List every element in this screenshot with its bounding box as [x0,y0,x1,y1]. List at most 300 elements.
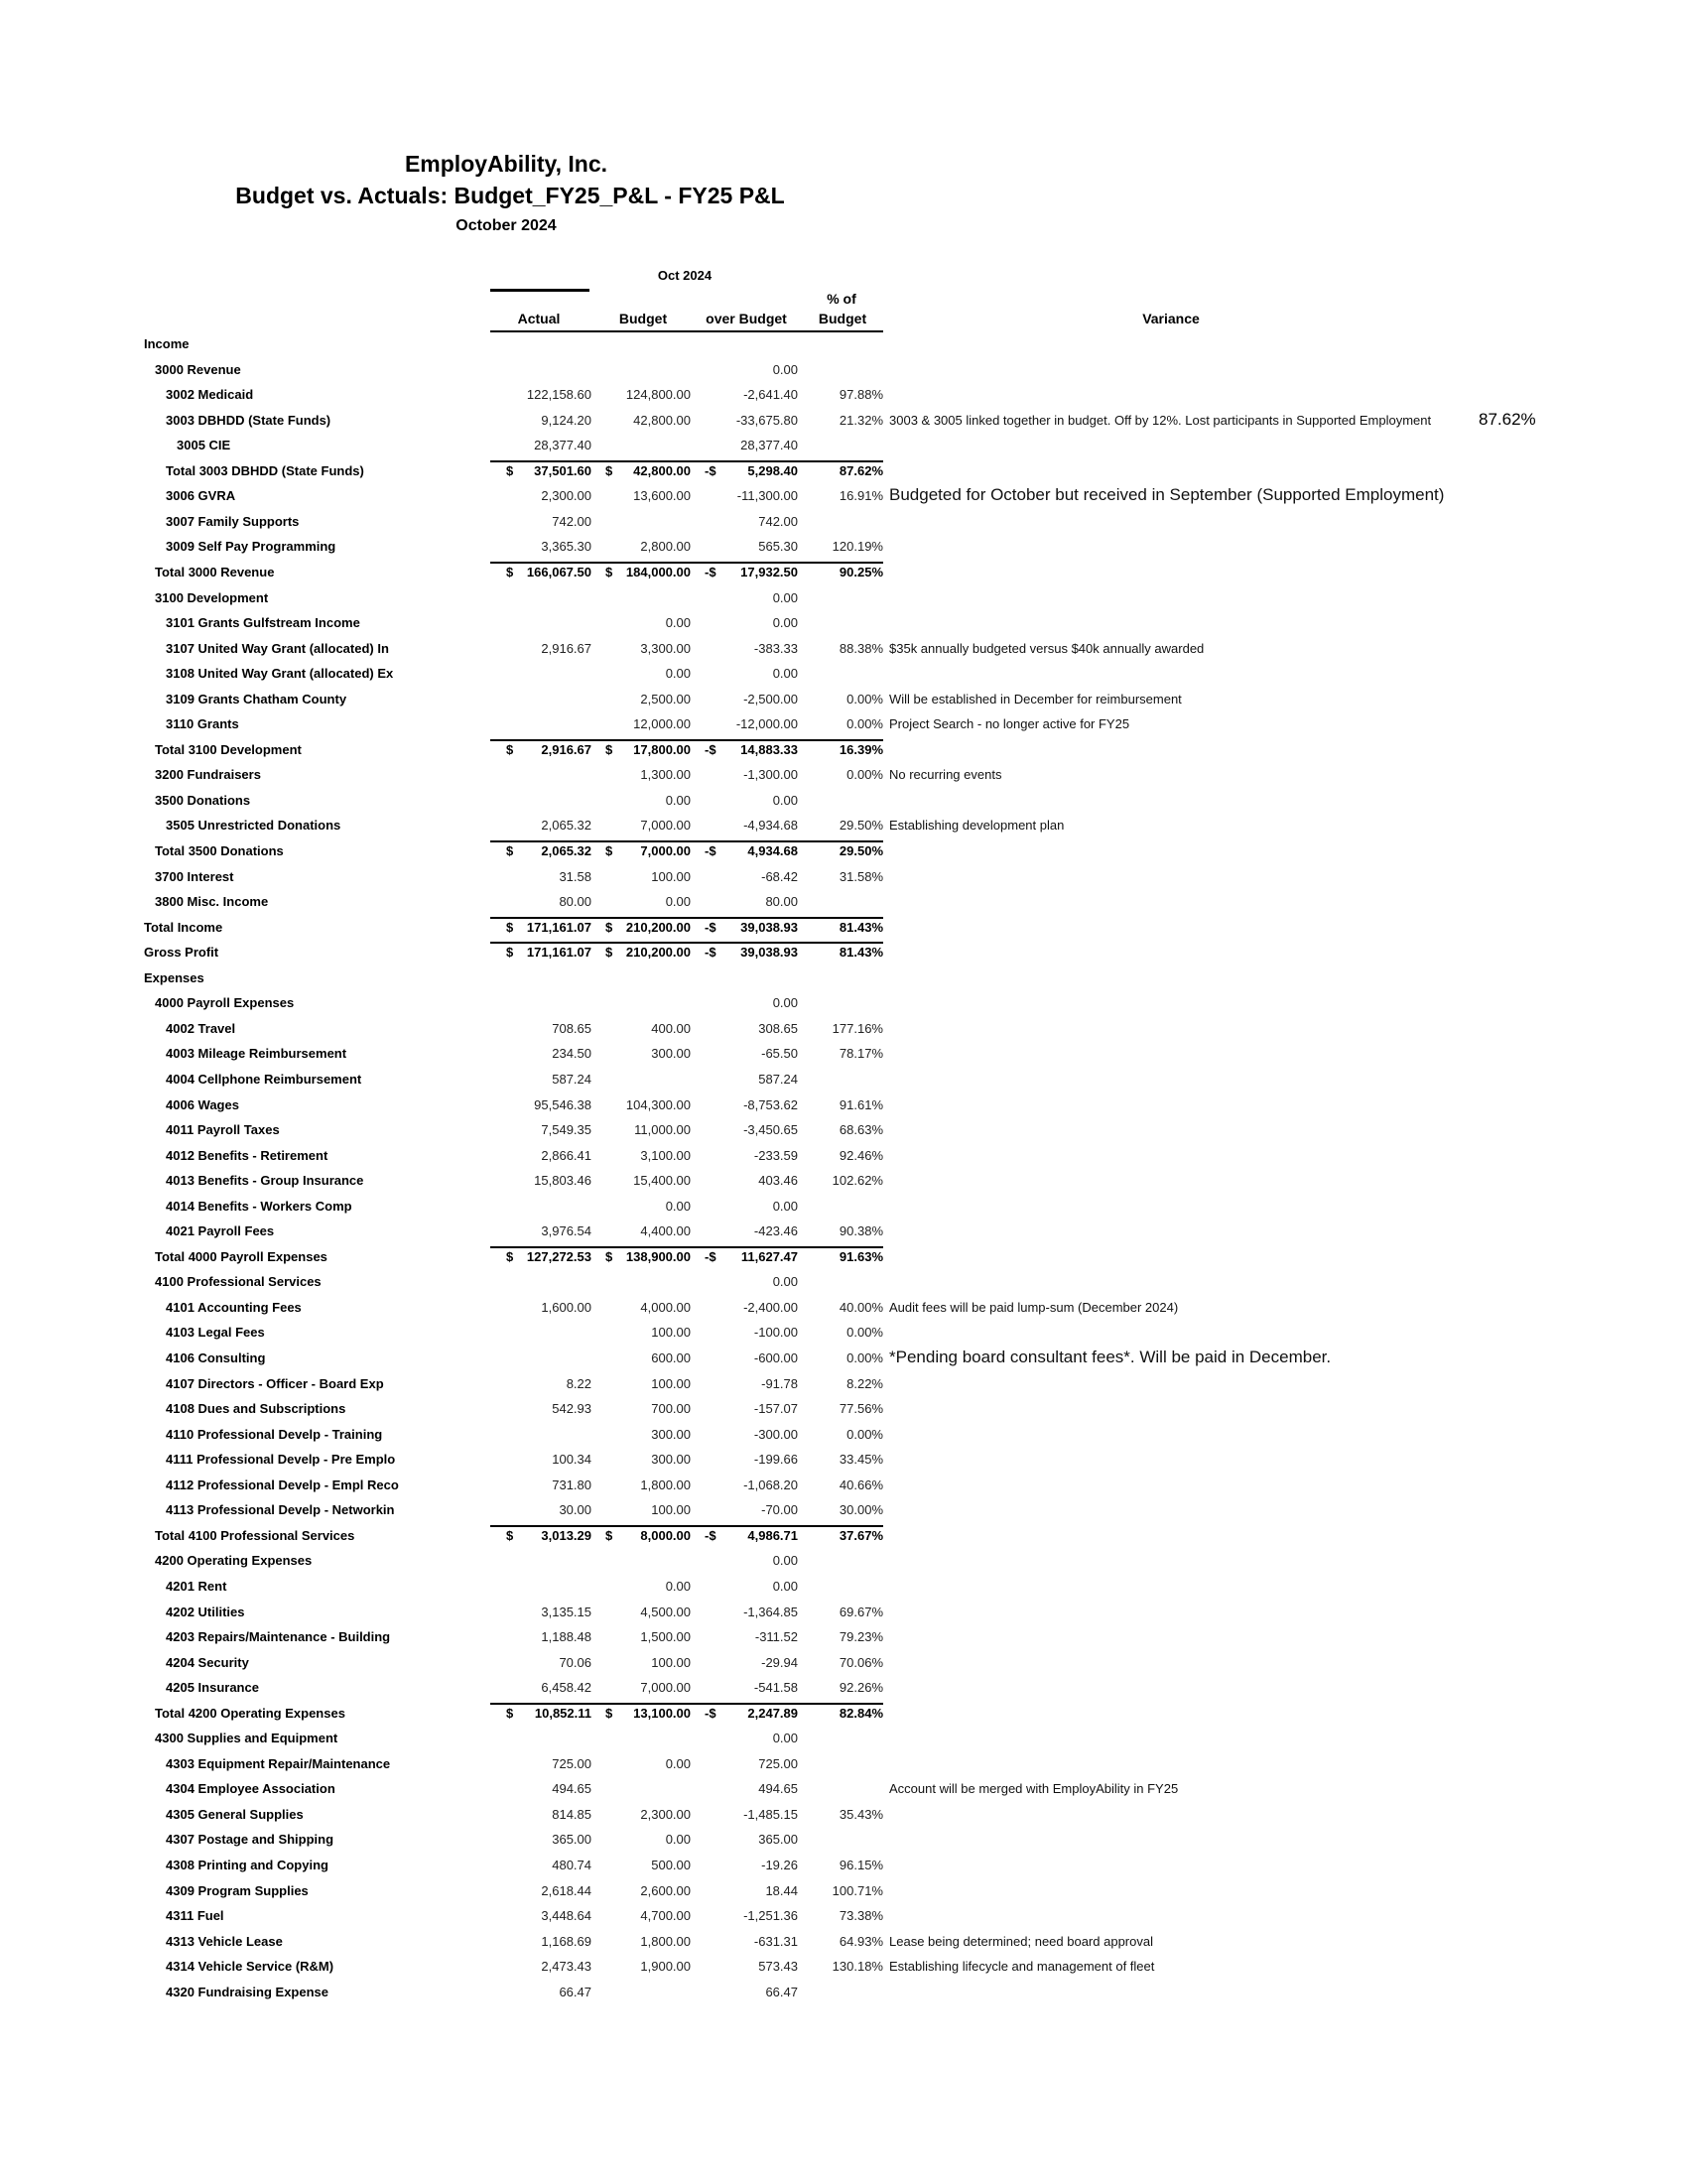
currency-sign: -$ [705,741,716,757]
over-budget-value: -29.94 [761,1654,798,1670]
actual-value: 2,618.44 [541,1882,591,1898]
percent-of-budget: 0.00% [846,1350,883,1365]
report-row [0,1985,1688,2010]
report-row [0,514,1688,540]
over-budget-value: -423.46 [753,1223,798,1239]
report-row [0,1325,1688,1350]
report-period: October 2024 [455,217,557,234]
actual-value: 100.34 [552,1452,591,1468]
budget-value: 700.00 [651,1401,691,1417]
percent-of-budget: 81.43% [839,919,883,935]
total-rule [490,917,883,919]
percent-of-budget: 130.18% [832,1959,883,1975]
col-pct-bottom: Budget [818,311,867,326]
budget-value: 184,000.00 [625,564,691,579]
report-row [0,1883,1688,1909]
report-row [0,1756,1688,1782]
actual-value: 725.00 [552,1755,591,1771]
variance-note: Lease being determined; need board approval [889,1933,1153,1949]
report-row [0,742,1688,768]
percent-of-budget: 0.00% [846,1426,883,1442]
currency-sign: $ [605,945,613,961]
actual-value: 8.22 [566,1375,591,1391]
over-budget-value: 0.00 [772,361,798,377]
actual-value: 3,976.54 [541,1223,591,1239]
row-label: 3101 Grants Gulfstream Income [166,615,360,631]
report-row [0,1401,1688,1427]
over-budget-value: 39,038.93 [740,919,798,935]
budget-value: 8,000.00 [640,1527,691,1543]
report-row [0,1629,1688,1655]
over-budget-value: 17,932.50 [740,564,798,579]
actual-value: 480.74 [552,1858,591,1872]
percent-of-budget: 16.39% [839,741,883,757]
budget-value: 42,800.00 [633,412,691,428]
budget-value: 1,500.00 [640,1629,691,1645]
percent-of-budget: 69.67% [839,1604,883,1619]
over-budget-value: 66.47 [765,1984,798,1999]
row-label: Gross Profit [144,945,219,961]
report-row [0,1579,1688,1605]
row-label: 3003 DBHDD (State Funds) [166,412,331,428]
over-budget-value: 4,986.71 [747,1527,798,1543]
row-label: Income [144,336,190,351]
budget-value: 4,700.00 [640,1908,691,1924]
report-row [0,409,1688,439]
actual-value: 10,852.11 [534,1705,591,1721]
budget-value: 4,400.00 [640,1223,691,1239]
row-label: 4108 Dues and Subscriptions [166,1401,346,1417]
report-row [0,666,1688,692]
budget-value: 0.00 [665,666,691,682]
row-label: 4300 Supplies and Equipment [155,1731,338,1746]
actual-value: 9,124.20 [541,412,591,428]
percent-of-budget: 82.84% [839,1705,883,1721]
over-budget-value: -541.58 [753,1680,798,1696]
percent-of-budget: 40.00% [839,1299,883,1315]
currency-sign: $ [605,462,613,478]
budget-value: 124,800.00 [625,387,691,403]
over-budget-value: 0.00 [772,615,798,631]
report-row [0,945,1688,970]
over-budget-value: 365.00 [758,1832,798,1848]
row-label: 4202 Utilities [166,1604,245,1619]
percent-of-budget: 88.38% [839,640,883,656]
actual-value: 80.00 [559,894,591,910]
percent-of-budget: 96.15% [839,1858,883,1872]
percent-of-budget: 70.06% [839,1654,883,1670]
percent-of-budget: 92.46% [839,1147,883,1163]
variance-note: *Pending board consultant fees*. Will be paid in December. [889,1348,1332,1366]
actual-value: 1,168.69 [541,1933,591,1949]
actual-value: 70.06 [559,1654,591,1670]
percent-of-budget: 64.93% [839,1933,883,1949]
currency-sign: $ [605,741,613,757]
percent-of-budget: 0.00% [846,1325,883,1341]
over-budget-value: 308.65 [758,1020,798,1036]
col-budget: Budget [618,311,668,326]
row-label: 4111 Professional Develp - Pre Emplo [166,1452,396,1468]
actual-value: 3,013.29 [541,1527,591,1543]
row-label: 4314 Vehicle Service (R&M) [166,1959,334,1975]
actual-value: 7,549.35 [541,1122,591,1138]
actual-value: 30.00 [559,1502,591,1518]
over-budget-value: 80.00 [765,894,798,910]
currency-sign: -$ [705,462,716,478]
budget-value: 12,000.00 [633,716,691,732]
over-budget-value: -12,000.00 [735,716,798,732]
report-row [0,1706,1688,1732]
over-budget-value: 0.00 [772,1553,798,1569]
row-label: 3800 Misc. Income [155,894,269,910]
currency-sign: $ [506,1248,514,1264]
row-label: 3000 Revenue [155,361,241,377]
total-rule [490,460,883,462]
report-row [0,590,1688,616]
row-label: 4006 Wages [166,1096,239,1112]
percent-of-budget: 8.22% [846,1375,883,1391]
percent-of-budget: 97.88% [839,387,883,403]
over-budget-value: -68.42 [761,868,798,884]
variance-note: Account will be merged with EmployAbility in FY25 [889,1781,1179,1797]
row-label: 4204 Security [166,1654,249,1670]
report-row [0,692,1688,717]
row-label: 4313 Vehicle Lease [166,1933,283,1949]
actual-value: 234.50 [552,1046,591,1062]
over-budget-value: -199.66 [753,1452,798,1468]
row-label: 4100 Professional Services [155,1274,322,1290]
variance-note: $35k annually budgeted versus $40k annually awarded [889,640,1205,656]
budget-value: 7,000.00 [640,1680,691,1696]
budget-value: 15,400.00 [633,1173,691,1189]
percent-of-budget: 102.62% [832,1173,883,1189]
percent-of-budget: 40.66% [839,1477,883,1492]
actual-value: 731.80 [552,1477,591,1492]
row-label: 3100 Development [155,589,269,605]
variance-note: Budgeted for October but received in September (Supported Employment) [889,485,1445,505]
actual-value: 2,916.67 [541,640,591,656]
budget-value: 210,200.00 [625,945,691,961]
total-rule [490,840,883,842]
total-rule [490,942,883,944]
budget-value: 600.00 [651,1350,691,1365]
row-label: 4309 Program Supplies [166,1882,309,1898]
row-label: 4320 Fundraising Expense [166,1984,329,1999]
actual-value: 166,067.50 [526,564,591,579]
budget-value: 210,200.00 [625,919,691,935]
percent-of-budget: 16.91% [839,488,883,504]
report-row [0,995,1688,1021]
over-budget-value: 0.00 [772,1731,798,1746]
report-row [0,869,1688,895]
over-budget-value: -11,300.00 [736,488,798,504]
report-row [0,1427,1688,1453]
currency-sign: -$ [705,945,716,961]
percent-of-budget: 29.50% [839,818,883,834]
report-row [0,970,1688,996]
over-budget-value: 11,627.47 [740,1248,798,1264]
row-label: 4103 Legal Fees [166,1325,265,1341]
report-row [0,1376,1688,1402]
report-row [0,1655,1688,1681]
row-label: 3007 Family Supports [166,513,300,529]
report-row [0,1122,1688,1148]
budget-value: 1,800.00 [640,1477,691,1492]
actual-value: 28,377.40 [534,438,591,453]
report-row [0,1046,1688,1072]
percent-of-budget: 73.38% [839,1908,883,1924]
actual-value: 122,158.60 [526,387,591,403]
over-budget-value: 39,038.93 [740,945,798,961]
actual-value: 2,866.41 [541,1147,591,1163]
budget-value: 0.00 [665,1198,691,1214]
report-row [0,1908,1688,1934]
actual-value: 171,161.07 [526,945,591,961]
over-budget-value: -8,753.62 [743,1096,798,1112]
col-pct-top: % of [827,291,856,307]
budget-value: 0.00 [665,792,691,808]
budget-value: 17,800.00 [633,741,691,757]
variance-note: Establishing lifecycle and management of fleet [889,1959,1155,1975]
over-budget-value: -91.78 [761,1375,798,1391]
row-label: 4106 Consulting [166,1350,266,1365]
over-budget-value: 725.00 [758,1755,798,1771]
budget-value: 0.00 [665,1578,691,1594]
actual-value: 587.24 [552,1071,591,1087]
over-budget-value: 0.00 [772,792,798,808]
over-budget-value: 403.46 [758,1173,798,1189]
over-budget-value: 0.00 [772,1198,798,1214]
report-row [0,1781,1688,1807]
budget-value: 2,300.00 [640,1806,691,1822]
over-budget-value: 0.00 [772,1274,798,1290]
row-label: Total 3000 Revenue [155,564,275,579]
currency-sign: $ [605,843,613,858]
budget-value: 100.00 [651,1325,691,1341]
actual-value: 365.00 [552,1832,591,1848]
row-label: Total Income [144,919,223,935]
report-row [0,793,1688,819]
total-rule [490,1246,883,1248]
over-budget-value: -65.50 [761,1046,798,1062]
report-row [0,1807,1688,1833]
budget-value: 7,000.00 [640,843,691,858]
percent-of-budget: 177.16% [832,1020,883,1036]
group-underline [490,289,589,292]
row-label: 3700 Interest [155,868,234,884]
actual-value: 2,300.00 [541,488,591,504]
row-label: 4110 Professional Develp - Training [166,1426,383,1442]
report-row [0,1553,1688,1579]
row-label: Total 3003 DBHDD (State Funds) [166,462,364,478]
percent-of-budget: 87.62% [839,462,883,478]
report-row [0,362,1688,388]
currency-sign: $ [605,564,613,579]
budget-value: 400.00 [651,1020,691,1036]
actual-value: 814.85 [552,1806,591,1822]
budget-value: 2,800.00 [640,539,691,555]
budget-value: 300.00 [651,1452,691,1468]
percent-of-budget: 0.00% [846,691,883,707]
budget-value: 300.00 [651,1046,691,1062]
currency-sign: -$ [705,843,716,858]
currency-sign: $ [506,462,514,478]
row-label: 3107 United Way Grant (allocated) In [166,640,389,656]
over-budget-value: -1,364.85 [743,1604,798,1619]
actual-value: 1,600.00 [541,1299,591,1315]
row-label: Total 4100 Professional Services [155,1527,355,1543]
row-label: 4205 Insurance [166,1680,259,1696]
percent-of-budget: 37.67% [839,1527,883,1543]
report-row [0,1173,1688,1199]
report-row [0,641,1688,667]
percent-of-budget: 120.19% [832,539,883,555]
over-budget-value: 28,377.40 [740,438,798,453]
budget-value: 104,300.00 [625,1096,691,1112]
currency-sign: $ [506,945,514,961]
over-budget-value: -1,251.36 [743,1908,798,1924]
budget-value: 0.00 [665,894,691,910]
over-budget-value: -631.31 [753,1933,798,1949]
row-label: 4011 Payroll Taxes [166,1122,280,1138]
report-row [0,1148,1688,1174]
report-row [0,1021,1688,1047]
budget-value: 3,300.00 [640,640,691,656]
variance-note: Will be established in December for reimbursement [889,691,1182,707]
actual-value: 6,458.42 [541,1680,591,1696]
row-label: Total 4200 Operating Expenses [155,1705,345,1721]
report-row [0,1477,1688,1503]
over-budget-value: 0.00 [772,589,798,605]
percent-of-budget: 78.17% [839,1046,883,1062]
over-budget-value: -300.00 [753,1426,798,1442]
report-row [0,1097,1688,1123]
budget-value: 1,900.00 [640,1959,691,1975]
report-row [0,843,1688,869]
over-budget-value: 14,883.33 [740,741,798,757]
over-budget-value: -4,934.68 [743,818,798,834]
over-budget-value: 587.24 [758,1071,798,1087]
percent-of-budget: 90.25% [839,564,883,579]
actual-value: 2,916.67 [541,741,591,757]
over-budget-value: -233.59 [753,1147,798,1163]
budget-value: 13,100.00 [633,1705,691,1721]
actual-value: 742.00 [552,513,591,529]
budget-value: 100.00 [651,1375,691,1391]
actual-value: 95,546.38 [534,1096,591,1112]
budget-value: 1,300.00 [640,767,691,783]
row-label: 4107 Directors - Officer - Board Exp [166,1375,384,1391]
row-label: 3005 CIE [177,438,231,453]
col-actual: Actual [517,311,561,326]
variance-note: Audit fees will be paid lump-sum (December 2024) [889,1299,1179,1315]
row-label: 3500 Donations [155,792,251,808]
row-label: 4000 Payroll Expenses [155,995,295,1011]
percent-of-budget: 33.45% [839,1452,883,1468]
percent-of-budget: 68.63% [839,1122,883,1138]
currency-sign: $ [506,564,514,579]
report-row [0,1072,1688,1097]
report-row [0,1300,1688,1326]
row-label: 4113 Professional Develp - Networkin [166,1502,395,1518]
budget-value: 500.00 [651,1858,691,1872]
row-label: 3108 United Way Grant (allocated) Ex [166,666,394,682]
percent-of-budget: 0.00% [846,767,883,783]
row-label: 4305 General Supplies [166,1806,304,1822]
report-row [0,615,1688,641]
over-budget-value: 0.00 [772,666,798,682]
report-row [0,1731,1688,1756]
report-row [0,1832,1688,1858]
report-row [0,1959,1688,1985]
percent-of-budget: 92.26% [839,1680,883,1696]
budget-value: 42,800.00 [633,462,691,478]
percent-of-budget: 31.58% [839,868,883,884]
row-label: 4200 Operating Expenses [155,1553,313,1569]
budget-value: 138,900.00 [625,1248,691,1264]
row-label: 4112 Professional Develp - Empl Reco [166,1477,399,1492]
percent-of-budget: 91.61% [839,1096,883,1112]
actual-value: 37,501.60 [534,462,591,478]
budget-value: 7,000.00 [640,818,691,834]
over-budget-value: -70.00 [761,1502,798,1518]
row-label: 4014 Benefits - Workers Comp [166,1198,352,1214]
actual-value: 3,448.64 [541,1908,591,1924]
over-budget-value: 2,247.89 [747,1705,798,1721]
row-label: Total 3500 Donations [155,843,284,858]
currency-sign: -$ [705,1527,716,1543]
over-budget-value: -600.00 [753,1350,798,1365]
actual-value: 15,803.46 [534,1173,591,1189]
total-rule [490,1703,883,1705]
total-rule [490,1525,883,1527]
currency-sign: $ [605,919,613,935]
total-rule [490,739,883,741]
over-budget-value: -1,068.20 [743,1477,798,1492]
over-budget-value: -1,485.15 [743,1806,798,1822]
row-label: 4101 Accounting Fees [166,1299,302,1315]
currency-sign: $ [506,1705,514,1721]
row-label: 4308 Printing and Copying [166,1858,328,1872]
actual-value: 494.65 [552,1781,591,1797]
actual-value: 3,135.15 [541,1604,591,1619]
over-budget-value: 742.00 [758,513,798,529]
row-label: Total 3100 Development [155,741,302,757]
total-rule [490,562,883,564]
row-label: 4201 Rent [166,1578,227,1594]
column-group-header: Oct 2024 [657,268,713,283]
currency-sign: $ [506,919,514,935]
over-budget-value: 4,934.68 [747,843,798,858]
over-budget-value: 5,298.40 [747,462,798,478]
over-budget-value: 0.00 [772,995,798,1011]
variance-note: Project Search - no longer active for FY25 [889,716,1130,732]
report-row [0,1350,1688,1376]
row-label: 3200 Fundraisers [155,767,261,783]
report-row [0,1199,1688,1224]
actual-value: 171,161.07 [526,919,591,935]
report-row [0,767,1688,793]
percent-of-budget: 29.50% [839,843,883,858]
variance-note: No recurring events [889,767,1002,783]
report-row [0,1858,1688,1883]
percent-of-budget: 81.43% [839,945,883,961]
budget-value: 4,000.00 [640,1299,691,1315]
row-label: 4013 Benefits - Group Insurance [166,1173,364,1189]
over-budget-value: -2,400.00 [743,1299,798,1315]
over-budget-value: -33,675.80 [735,412,798,428]
report-row [0,1274,1688,1300]
